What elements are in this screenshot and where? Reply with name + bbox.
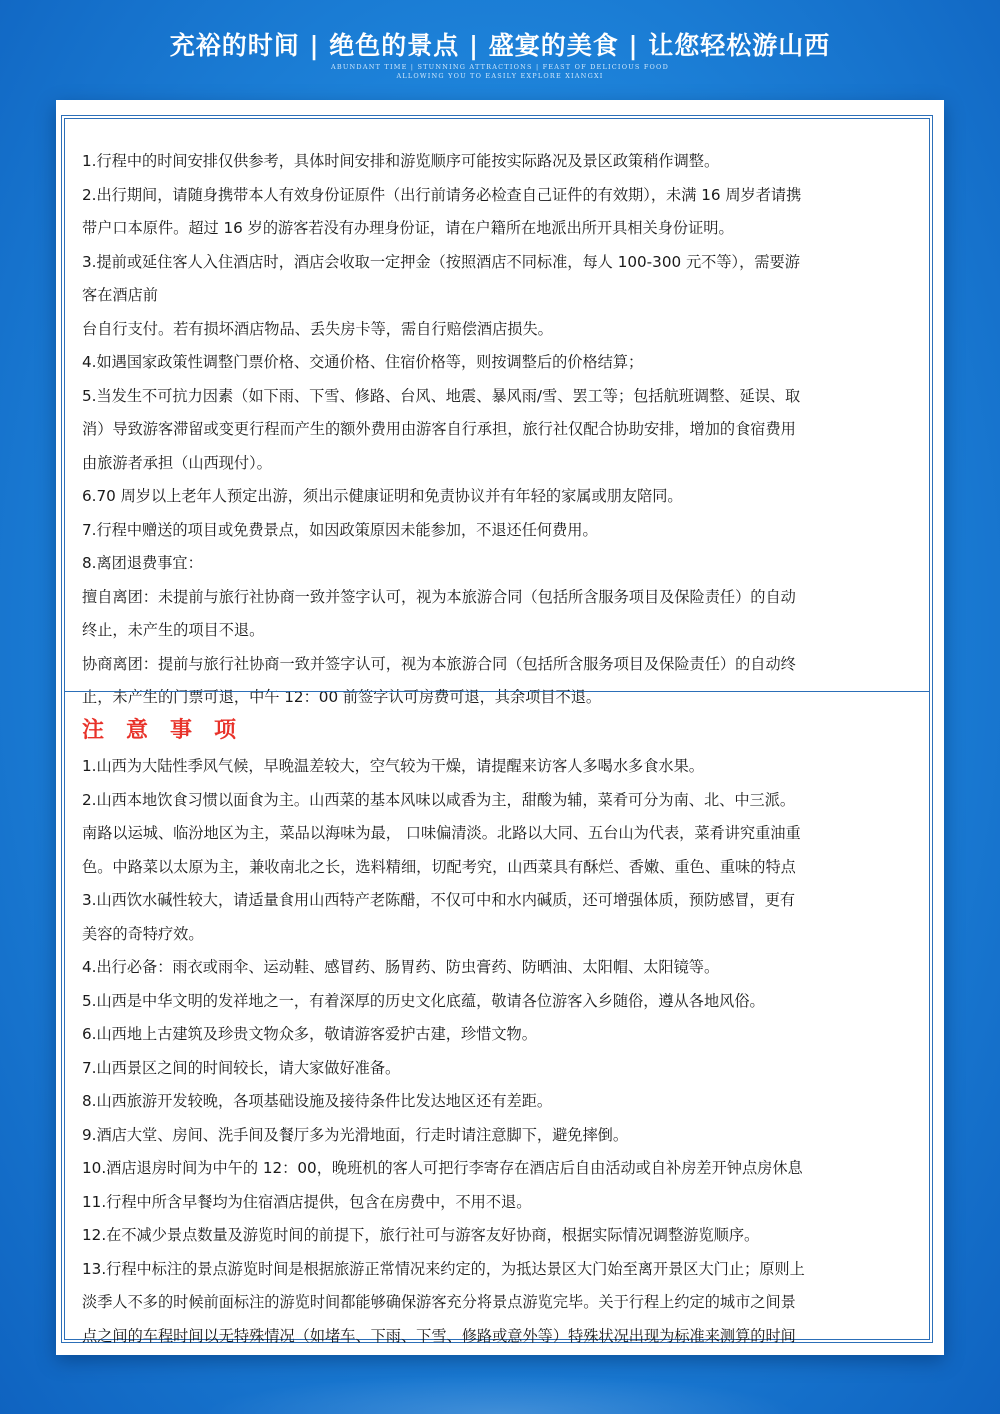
notes-line: 消）导致游客滞留或变更行程而产生的额外费用由游客自行承担，旅行社仅配合协助安排，增加的食宿费用 [82,420,796,438]
notes-line: 擅自离团：未提前与旅行社协商一致并签字认可，视为本旅游合同（包括所含服务项目及保险责任）的自动 [82,587,796,606]
page-header [0,0,1000,95]
notice-line: 2.山西本地饮食习惯以面食为主。山西菜的基本风味以咸香为主，甜酸为辅，菜肴可分为南、北、中三派。 [82,790,796,809]
notice-line: 12.在不减少景点数量及游览时间的前提下，旅行社可与游客友好协商，根据实际情况调整游览顺序。 [82,1226,760,1244]
content-frame [64,118,930,1345]
notes-line: 3.提前或延住客人入住酒店时，酒店会收取一定押金（按照酒店不同标准，每人 100-300 元不等），需要游 [82,252,800,271]
notes-line: 协商离团：提前与旅行社协商一致并签字认可，视为本旅游合同（包括所含服务项目及保险责任）的自动终 [82,654,796,673]
notes-line: 客在酒店前 [82,286,158,304]
bottom-glow [200,1374,800,1414]
notice-line: 南路以运城、临汾地区为主，菜品以海味为最， 口味偏清淡。北路以大同、五台山为代表，菜肴讲究重油重 [82,824,801,842]
content-card [56,100,944,1355]
notice-line: 7.山西景区之间的时间较长，请大家做好准备。 [82,1058,401,1077]
header-subtitle-line2: ALLOWING YOU TO EASILY EXPLORE XIANGXI [396,72,604,80]
notes-line: 6.70 周岁以上老年人预定出游，须出示健康证明和免责协议并有年轻的家属或朋友陪同。 [82,487,683,505]
notice-line: 1.山西为大陆性季风气候，早晚温差较大，空气较为干燥，请提醒来访客人多喝水多食水果。 [82,757,704,775]
notice-section [82,750,924,1353]
header-subtitle-line1: ABUNDANT TIME | STUNNING ATTRACTIONS | FEAST OF DELICIOUS FOOD [331,63,669,71]
notice-line: 美容的奇特疗效。 [82,924,204,943]
notes-line: 终止，未产生的项目不退。 [82,621,265,639]
notes-line: 5.当发生不可抗力因素（如下雨、下雪、修路、台风、地震、暴风雨/雪、罢工等；包括航班调整、延误、取 [82,386,801,405]
notice-line: 9.酒店大堂、房间、洗手间及餐厅多为光滑地面，行走时请注意脚下，避免摔倒。 [82,1125,629,1144]
notice-line: 6.山西地上古建筑及珍贵文物众多，敬请游客爱护古建，珍惜文物。 [82,1025,537,1043]
notice-line: 13.行程中标注的景点游览时间是根据旅游正常情况来约定的，为抵达景区大门始至离开景区大门止；原则上 [82,1259,805,1278]
notes-line: 止，未产生的门票可退，中午 12：00 前签字认可房费可退，其余项目不退。 [82,688,602,706]
notes-line: 带户口本原件。超过 16 岁的游客若没有办理身份证，请在户籍所在地派出所开具相关身份证明。 [82,219,734,237]
notes-line: 7.行程中赠送的项目或免费景点，如因政策原因未能参加，不退还任何费用。 [82,520,598,539]
notes-section [82,145,924,715]
notes-line: 1.行程中的时间安排仅供参考，具体时间安排和游览顺序可能按实际路况及景区政策稍作调整。 [82,152,720,170]
notice-line: 5.山西是中华文明的发祥地之一，有着深厚的历史文化底蕴，敬请各位游客入乡随俗，遵从各地风俗。 [82,991,765,1010]
notice-line: 3.山西饮水碱性较大，请适量食用山西特产老陈醋，不仅可中和水内碱质，还可增强体质，预防感冒，更有 [82,891,796,909]
notes-line: 4.如遇国家政策性调整门票价格、交通价格、住宿价格等，则按调整后的价格结算； [82,353,644,371]
notice-line: 色。中路菜以太原为主，兼收南北之长，选料精细，切配考究，山西菜具有酥烂、香嫩、重色、重味的特点 [82,857,796,876]
notice-line: 4.出行必备：雨衣或雨伞、运动鞋、感冒药、肠胃药、防虫膏药、防晒油、太阳帽、太阳镜等。 [82,958,720,976]
notes-line: 由旅游者承担（山西现付）。 [82,453,272,472]
notice-line: 8.山西旅游开发较晚，各项基础设施及接待条件比发达地区还有差距。 [82,1092,553,1110]
notes-line: 台自行支付。若有损坏酒店物品、丢失房卡等，需自行赔偿酒店损失。 [82,319,553,338]
notice-line: 10.酒店退房时间为中午的 12：00，晚班机的客人可把行李寄存在酒店后自由活动或自补房差开钟点房休息 [82,1159,803,1177]
notes-line: 8.离团退费事宜： [82,554,203,572]
notice-title: 注意事项 [82,717,259,743]
notice-line: 淡季人不多的时候前面标注的游览时间都能够确保游客充分将景点游览完毕。关于行程上约定的城市之间景 [82,1293,796,1311]
section-divider [65,691,929,692]
notice-line: 点之间的车程时间以无特殊情况（如堵车、下雨、下雪、修路或意外等）特殊状况出现为标准来测算的时间 [82,1326,796,1345]
notes-line: 2.出行期间，请随身携带本人有效身份证原件（出行前请务必检查自己证件的有效期），未满 16 周岁者请携 [82,185,802,204]
notice-line: 11.行程中所含早餐均为住宿酒店提供，包含在房费中，不用不退。 [82,1192,532,1211]
header-slogan: 充裕的时间 | 绝色的景点 | 盛宴的美食 | 让您轻松游山西 [169,31,831,60]
